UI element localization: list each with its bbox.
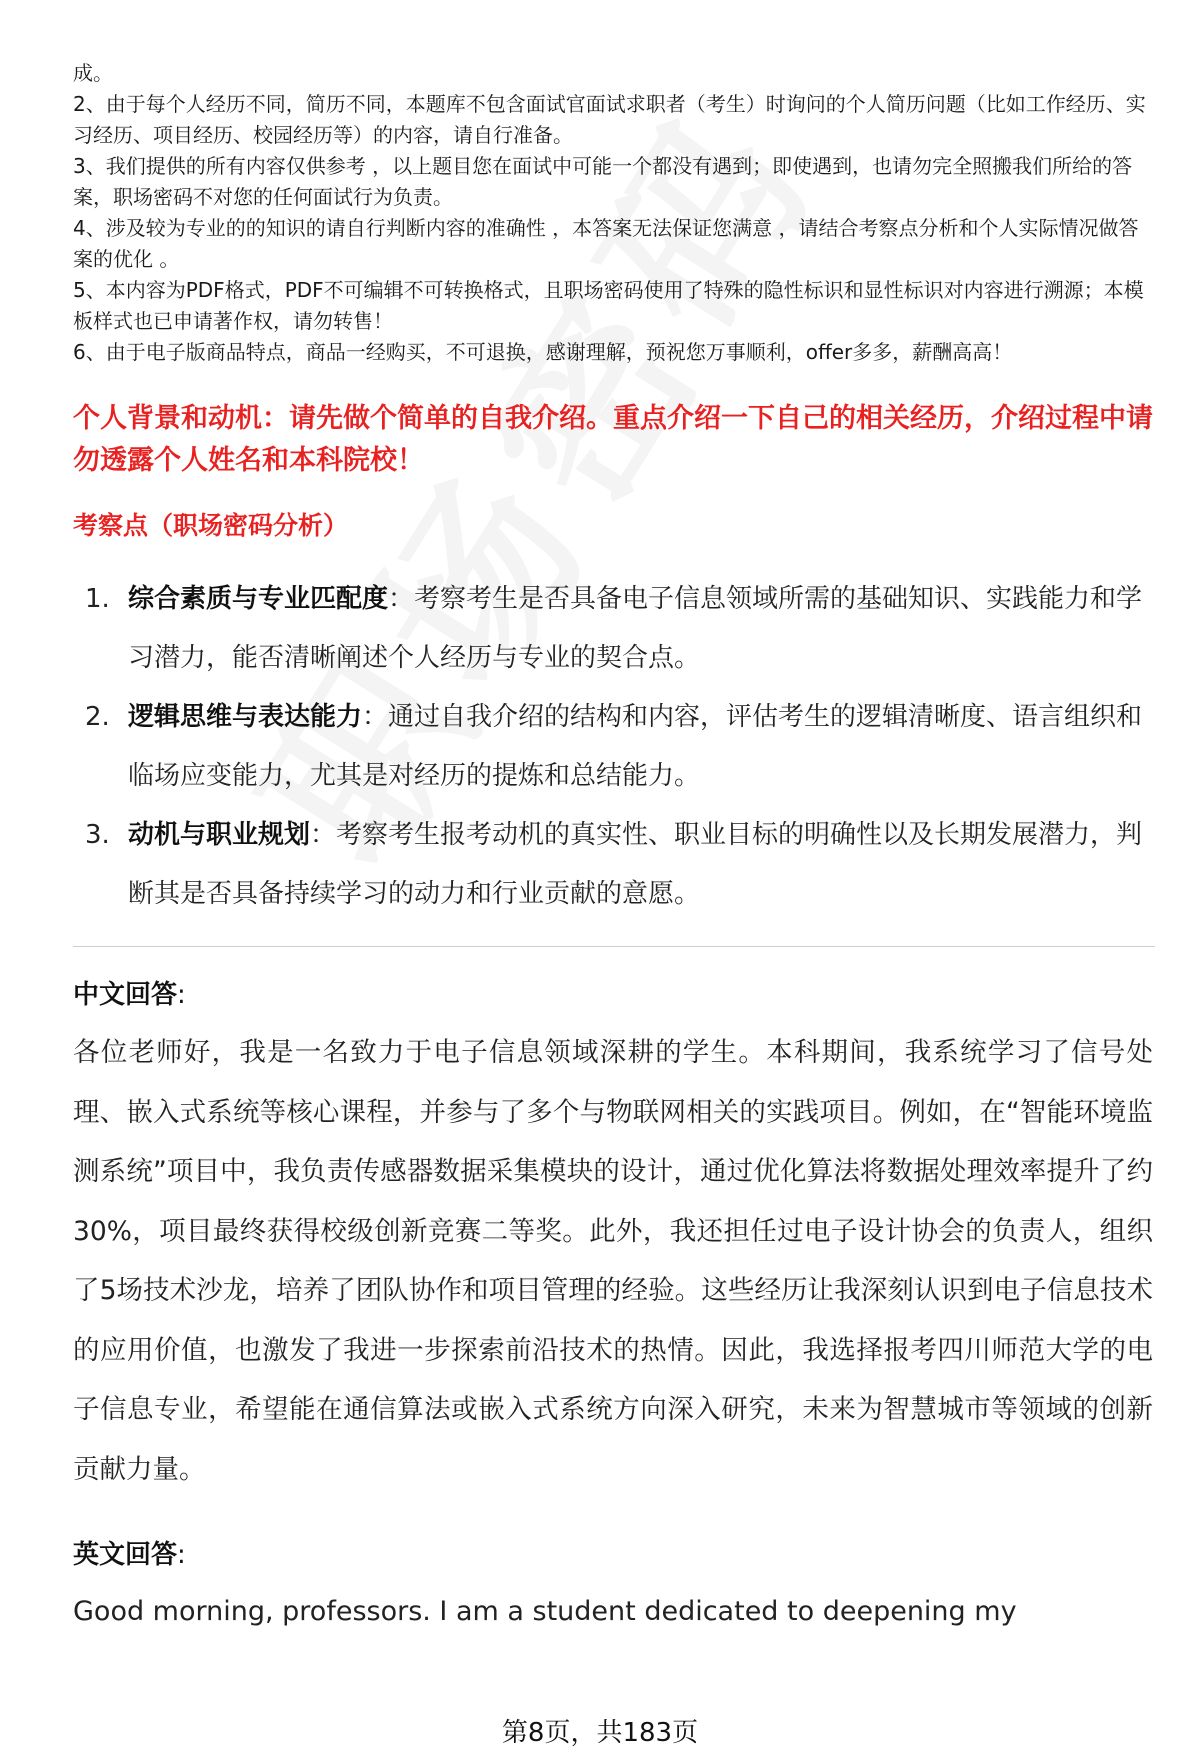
key-point-item xyxy=(73,688,1153,806)
key-point-item xyxy=(73,570,1153,688)
section-divider xyxy=(73,946,1155,947)
english-answer-text: Good morning, professors. I am a student dedicated to deepening my xyxy=(73,1596,1017,1627)
chinese-answer-text: 各位老师好，我是一名致力于电子信息领域深耕的学生。本科期间，我系统学习了信号处理、嵌入式系统等核心课程，并参与了多个与物联网相关的实践项目。例如，在“智能环境监测系统”项目中，我负责传感器数据采集模块的设计，通过优化算法将数据处理效率提升了约30%，项目最终获得校级创新竞赛二等奖。此外，我还担任过电子设计协会的负责人，组织了5场技术沙龙，培养了团队协作和项目管理的经验。这些经历让我深刻认识到电子信息技术的应用价值，也激发了我进一步探索前沿技术的热情。因此，我选择报考四川师范大学的电子信息专业，希望能在通信算法或嵌入式系统方向深入研究，未来为智慧城市等领域的创新贡献力量。 xyxy=(73,1037,1153,1485)
note-item: 2、由于每个人经历不同，简历不同，本题库不包含面试官面试求职者（考生）时询问的个人简历问题（比如工作经历、实习经历、项目经历、校园经历等）的内容，请自行准备。 xyxy=(73,92,1146,147)
page-content xyxy=(73,58,1153,1641)
key-point-label: 综合素质与专业匹配度 xyxy=(128,584,389,614)
page-number: 第8页，共183页 xyxy=(501,1718,699,1748)
key-point-text: ：考察考生报考动机的真实性、职业目标的明确性以及长期发展潜力，判断其是否具备持续学习的动力和行业贡献的意愿。 xyxy=(128,820,1143,909)
english-answer-colon: : xyxy=(177,1540,186,1570)
key-point-number: 3. xyxy=(85,820,110,850)
chinese-answer-colon: : xyxy=(177,980,186,1010)
question-title: 个人背景和动机：请先做个简单的自我介绍。重点介绍一下自己的相关经历，介绍过程中请勿透露个人姓名和本科院校！ xyxy=(73,403,1153,476)
note-item: 成。 xyxy=(73,61,113,85)
key-point-text: ：通过自我介绍的结构和内容，评估考生的逻辑清晰度、语言组织和临场应变能力，尤其是对经历的提炼和总结能力。 xyxy=(128,702,1143,791)
english-answer-label: 英文回答 xyxy=(73,1540,178,1570)
chinese-answer-heading xyxy=(73,969,1153,1021)
key-points-title: 考察点（职场密码分析） xyxy=(73,511,349,540)
key-point-item xyxy=(73,806,1153,924)
note-item: 6、由于电子版商品特点，商品一经购买，不可退换，感谢理解，预祝您万事顺利，offer多多，薪酬高高！ xyxy=(73,340,1013,364)
key-point-text: ：考察考生是否具备电子信息领域所需的基础知识、实践能力和学习潜力，能否清晰阐述个人经历与专业的契合点。 xyxy=(128,584,1143,673)
notes-list xyxy=(73,58,1153,368)
key-point-number: 2. xyxy=(85,702,110,732)
english-answer-heading xyxy=(73,1529,1153,1581)
key-points-list xyxy=(73,570,1153,924)
key-point-label: 动机与职业规划 xyxy=(128,820,311,850)
key-point-label: 逻辑思维与表达能力 xyxy=(128,702,363,732)
note-item: 5、本内容为PDF格式，PDF不可编辑不可转换格式，且职场密码使用了特殊的隐性标识和显性标识对内容进行溯源；本模板样式也已申请著作权，请勿转售！ xyxy=(73,278,1144,333)
note-item: 3、我们提供的所有内容仅供参考 ，以上题目您在面试中可能一个都没有遇到；即使遇到，也请勿完全照搬我们所给的答案，职场密码不对您的任何面试行为负责。 xyxy=(73,154,1133,209)
note-item: 4、涉及较为专业的的知识的请自行判断内容的准确性 ，本答案无法保证您满意 ，请结合考察点分析和个人实际情况做答案的优化 。 xyxy=(73,216,1139,271)
key-point-number: 1. xyxy=(85,584,110,614)
chinese-answer-label: 中文回答 xyxy=(73,980,178,1010)
